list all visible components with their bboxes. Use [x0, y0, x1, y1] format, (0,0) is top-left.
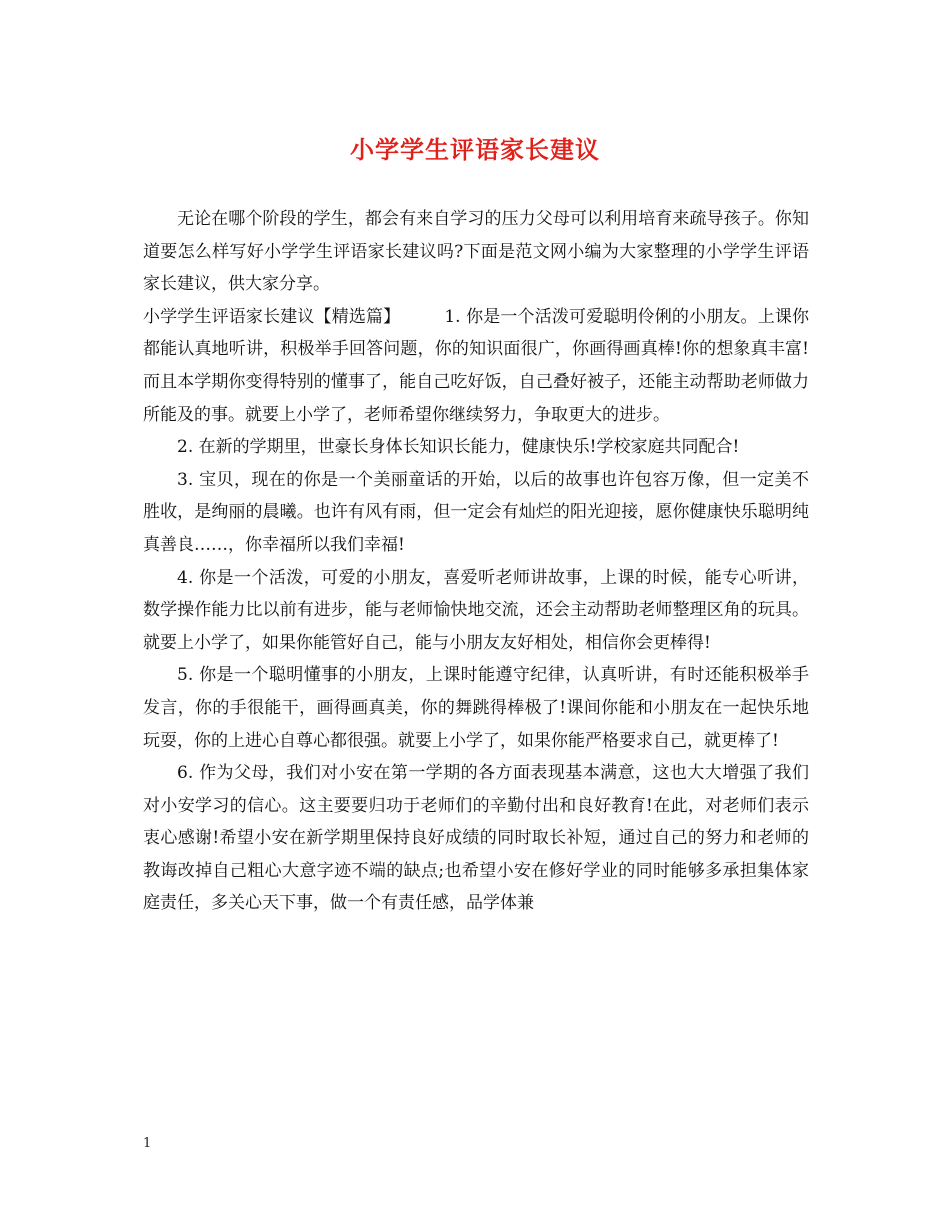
section-paragraph-1	[143, 301, 809, 431]
intro-paragraph: 无论在哪个阶段的学生，都会有来自学习的压力父母可以利用培育来疏导孩子。你知道要怎么样写好小学学生评语家长建议吗?下面是范文网小编为大家整理的小学学生评语家长建议，供大家分享。	[143, 209, 809, 295]
paragraph-6: 6. 作为父母，我们对小安在第一学期的各方面表现基本满意，这也大大增强了我们对小安学习的信心。这主要要归功于老师们的辛勤付出和良好教育!在此，对老师们表示衷心感谢!希望小安在新学期里保持良好成绩的同时取长补短，通过自己的努力和老师的教诲改掉自己粗心大意字迹不端的缺点;也希望小安在修好学业的同时能够多承担集体家庭责任，多关心天下事，做一个有责任感，品学体兼	[143, 763, 809, 914]
paragraph-2: 2. 在新的学期里，世豪长身体长知识长能力，健康快乐!学校家庭共同配合!	[177, 437, 740, 458]
paragraph-1-text: 1. 你是一个活泼可爱聪明伶俐的小朋友。上课你都能认真地听讲，积极举手回答问题，你的知识面很广，你画得画真棒!你的想象真丰富!而且本学期你变得特别的懂事了，能自己吃好饭，自己叠好被子，还能主动帮助老师做力所能及的事。就要上小学了，老师希望你继续努力，争取更大的进步。	[143, 306, 810, 425]
section-heading: 小学学生评语家长建议【精选篇】	[143, 306, 401, 327]
paragraph-3: 3. 宝贝，现在的你是一个美丽童话的开始，以后的故事也许包容万像，但一定美不胜收，是绚丽的晨曦。也许有风有雨，但一定会有灿烂的阳光迎接，愿你健康快乐聪明纯真善良……，你幸福所以我们幸福!	[143, 469, 809, 555]
document-body	[143, 203, 809, 920]
paragraph-4: 4. 你是一个活泼，可爱的小朋友，喜爱听老师讲故事，上课的时候，能专心听讲，数学操作能力比以前有进步，能与老师愉快地交流，还会主动帮助老师整理区角的玩具。就要上小学了，如果你能管好自己，能与小朋友友好相处，相信你会更棒得!	[143, 567, 809, 653]
page-title: 小学学生评语家长建议	[350, 135, 600, 164]
paragraph-5: 5. 你是一个聪明懂事的小朋友，上课时能遵守纪律，认真听讲，有时还能积极举手发言，你的手很能干，画得画真美，你的舞跳得棒极了!课间你能和小朋友在一起快乐地玩耍，你的上进心自尊心都很强。就要上小学了，如果你能严格要求自己，就更棒了!	[143, 665, 809, 751]
page-number: 1	[143, 1136, 152, 1151]
